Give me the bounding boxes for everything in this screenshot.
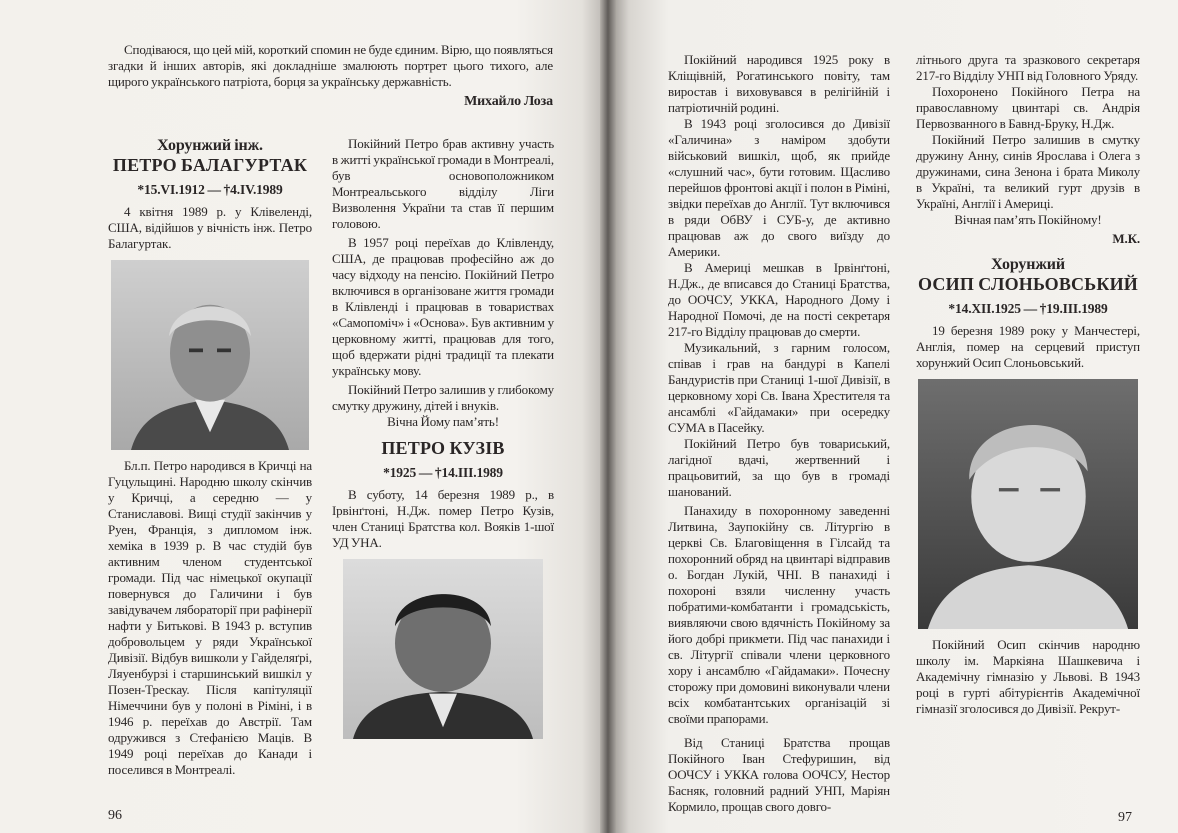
obituary-lead: 19 березня 1989 року у Манчестері, Англія, помер на серцевий приступ хорунжий Осип Слоньовський. <box>916 323 1140 370</box>
paragraph: Покійний Петро брав активну участь в житті української громади в Монтреалі, був основоположником Монтреальського відділу Ліги Визволення України та став її першим головою. <box>332 136 554 231</box>
paragraph: В 1957 році переїхав до Клівленду, США, де працював професійно аж до часу відходу на пенсію. Покійний Петро включився в організоване життя громади в Клівленді і працював в товариствах «Самопоміч» і «Основа». Був активним у церковному житті, працював для того, щоб вдержати рідні традиції та плекати українську мову. <box>332 235 554 378</box>
portrait-photo-slonovskyi <box>918 379 1138 629</box>
obituary-bio: Бл.п. Петро народився в Кричці на Гуцульщині. Народню школу скінчив у Кричці, а середню — у Станиславові. Вищі студії закінчив у Руен, Франція, з дипломом інж. хеміка в 1939 р. В час студій був активним членом студентської громади. Під час німецької окупації повернувся до Галичини і був завідувачем лябораторії при рафінерії нафти у Битькові. В 1943 р. вступив добровольцем у ряди Української Дивізії. Відбув вишколи у Гайделяґрі, Ляуенбурзі і старшинський вишкіл у Позен-Трескау. Після капітуляції Німеччини був у полоні в Ріміні, і в 1946 р. переїхав до Австрії. Там одружився з Стефанією Маців. В 1949 році переїхав до Канади і поселився в Монтреалі. <box>108 458 312 777</box>
signature: М.К. <box>1112 231 1140 246</box>
book-gutter <box>600 0 616 833</box>
paragraph: Покійний Петро залишив у глибокому смутку дружину, дітей і внуків. <box>332 382 554 413</box>
portrait-photo-balahurtak <box>111 260 309 450</box>
obituary-balahurtak <box>108 136 312 778</box>
obituary-name: ПЕТРО БАЛАГУРТАК <box>112 155 308 175</box>
paragraph: Від Станиці Братства прощав Покійного Іван Стефуришин, від ООЧСУ і УККА голова ООЧСУ, Нестор Басняк, головний радний УНП, Маріян Кормило, прощав свого довго- <box>668 735 890 814</box>
intro-block <box>108 42 553 110</box>
paragraph: Панахиду в похоронному заведенні Литвина, Заупокійну св. Літургію в церкві Св. Благовіщення в Гілсайд та похоронний обряд на цвинтарі відправив о. Богдан Лукій, ЧНІ. В панахиді і похороні взяли численну участь побратими-комбатанти і громадськість, виявляючи свою вдячність Покійному за його добрі прикмети. Під час панахиди і св. Літургії співали члени церковного хору і ансамблю «Гайдамаки». Почесну сторожу при домовині виконували члени всіх комбатантських організацій зі своїми прапорами. <box>668 503 890 726</box>
closing-line: Вічная пам’ять Покійному! <box>954 212 1102 227</box>
intro-paragraph: Сподіваюся, що цей мій, короткий спомин не буде єдиним. Вірю, що появляться згадки й інших авторів, які докладніше змалюють портрет цього тихого, але щирого українського патріота, борця за українську державність. <box>108 42 553 89</box>
obituary-dates: *15.VI.1912 — †4.IV.1989 <box>137 182 283 197</box>
intro-author: Михайло Лоза <box>464 94 553 109</box>
obituary-rank: Хорунжий інж. <box>157 137 263 154</box>
paragraph: В 1943 році зголосився до Дивізії «Галичина» з наміром здобути військовий вишкіл, щоб, як прийде «слушний час», бути готовим. Щасливо перейшов фронтові акції і полон в Ріміні, звідки переїхав до Англії. Тут включився в ряди ОбВУ і СУБ-у, де активно працював аж до свого виїзду до Америки. <box>668 116 890 259</box>
paragraph: Покійний народився 1925 року в Кліщівній, Рогатинського повіту, там виростав і виховувався в релігійній і патріотичній родині. <box>668 52 890 115</box>
paragraph: Музикальний, з гарним голосом, співав і грав на бандурі в Капелі Бандуристів при Станиці 1-шої Дивізії, в церковному хорі Св. Івана Хрестителя та ансамблі «Гайдамаки» при осередку СУМА в Пасейку. <box>668 340 890 435</box>
paragraph: Покійний Петро був товариський, лагідної вдачі, жертвенний і працьовитий, за що був в громаді шанований. <box>668 436 890 499</box>
paragraph: Покійний Петро залишив в смутку дружину Анну, синів Ярослава і Олега з дружинами, сина Зенона і брата Миколу в Україні, та великий гурт друзів в Україні, Англії і Америці. <box>916 132 1140 211</box>
paragraph: В Америці мешкав в Ірвінґтоні, Н.Дж., де вписався до Станиці Братства, до ООЧСУ, УККА, Народного Дому і Народної Помочі, де на пості секретаря 217-го Відділу працював до смерти. <box>668 260 890 339</box>
obituary-lead: 4 квітня 1989 р. у Клівеленді, США, відійшов у вічність інж. Петро Балагуртак. <box>108 204 312 251</box>
page-number-left: 96 <box>108 808 122 823</box>
paragraph: Похоронено Покійного Петра на православному цвинтарі св. Андрія Первозванного в Бавнд-Бруку, Н.Дж. <box>916 84 1140 131</box>
page-number-right: 97 <box>1118 810 1132 825</box>
portrait-photo-kuziv <box>343 559 543 739</box>
obituary-dates: *1925 — †14.III.1989 <box>383 465 503 480</box>
obituary-dates: *14.XII.1925 — †19.III.1989 <box>948 301 1108 316</box>
obituary-name: ОСИП СЛОНЬОВСЬКИЙ <box>918 274 1138 294</box>
obituary-bio: Покійний Осип скінчив народню школу ім. Маркіяна Шашкевича і Академічну гімназію у Львові. В 1943 році в гурті абітурієнтів Академічної гімназії зголосився до Дивізії. Рекрут- <box>916 637 1140 716</box>
obituary-kuziv-continued <box>668 52 890 815</box>
obituary-balahurtak-continued <box>332 136 554 747</box>
closing-line: Вічна Йому пам’ять! <box>387 414 499 429</box>
obituary-rank: Хорунжий <box>991 256 1065 273</box>
obituary-slonovskyi <box>916 52 1140 717</box>
paragraph: літнього друга та зразкового секретаря 217-го Відділу УНП від Головного Уряду. <box>916 52 1140 83</box>
obituary-name: ПЕТРО КУЗІВ <box>381 438 505 458</box>
obituary-lead: В суботу, 14 березня 1989 р., в Ірвінґтоні, Н.Дж. помер Петро Кузів, член Станиці Братства кол. Вояків 1-шої УД УНА. <box>332 487 554 550</box>
